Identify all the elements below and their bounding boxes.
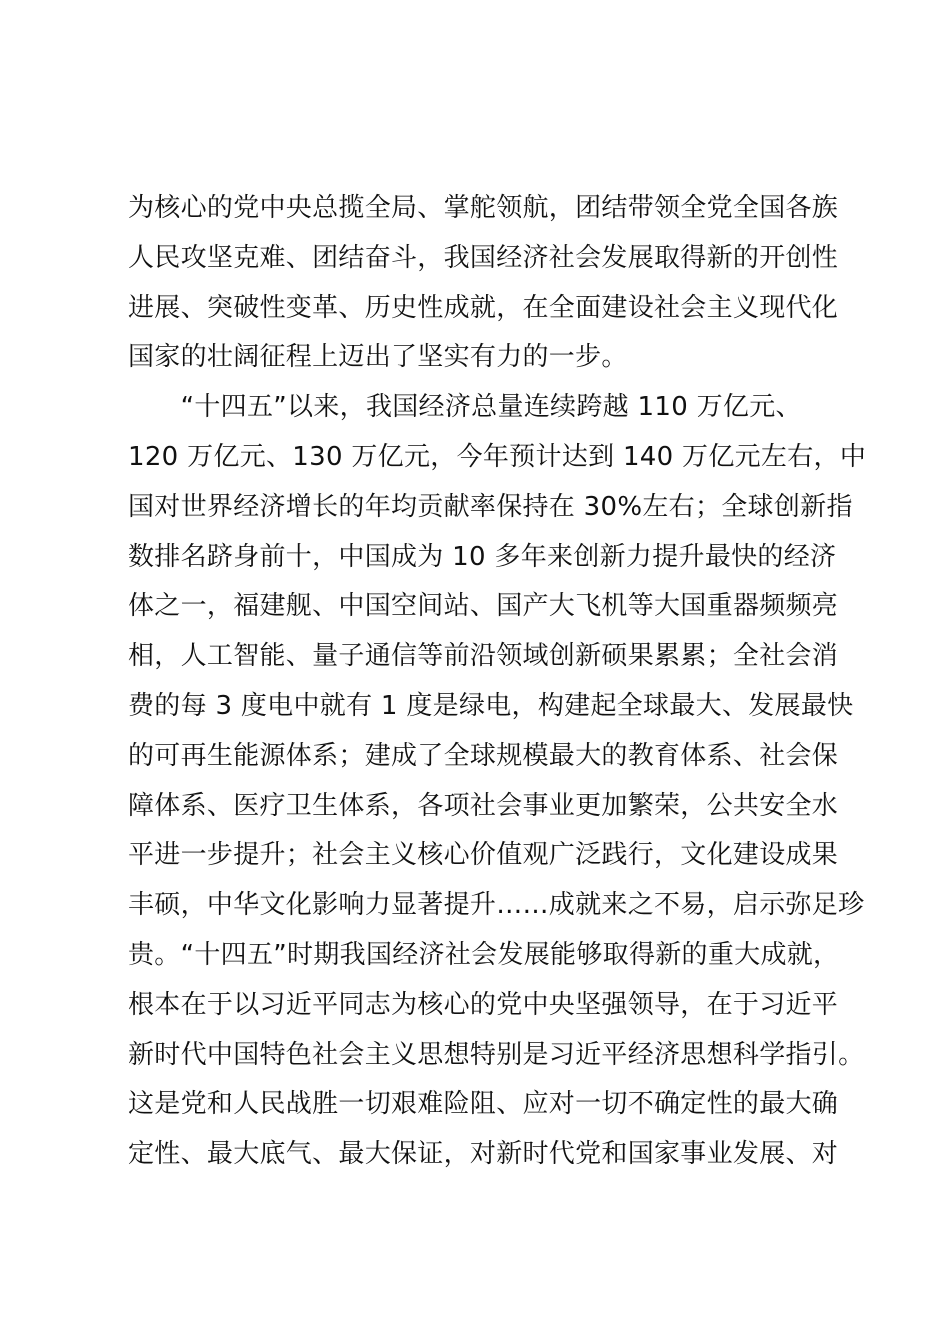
text-line: 的可再生能源体系；建成了全球规模最大的教育体系、社会保 xyxy=(128,740,839,771)
text-line: 国对世界经济增长的年均贡献率保持在 30%左右；全球创新指 xyxy=(128,491,853,522)
text-line: 根本在于以习近平同志为核心的党中央坚强领导，在于习近平 xyxy=(128,989,839,1020)
text-line: 贵。“十四五”时期我国经济社会发展能够取得新的重大成就， xyxy=(128,939,840,970)
text-line: “十四五”以来，我国经济总量连续跨越 110 万亿元、 xyxy=(128,392,802,423)
text-line: 体之一，福建舰、中国空间站、国产大飞机等大国重器频频亮 xyxy=(128,591,839,622)
text-line: 国家的壮阔征程上迈出了坚实有力的一步。 xyxy=(128,342,628,373)
text-line: 障体系、医疗卫生体系，各项社会事业更加繁荣，公共安全水 xyxy=(128,790,839,821)
text-line: 丰硕，中华文化影响力显著提升……成就来之不易，启示弥足珍 xyxy=(128,890,865,921)
text-line: 人民攻坚克难、团结奋斗，我国经济社会发展取得新的开创性 xyxy=(128,242,839,273)
text-line: 进展、突破性变革、历史性成就，在全面建设社会主义现代化 xyxy=(128,292,839,323)
text-line: 相，人工智能、量子通信等前沿领域创新硕果累累；全社会消 xyxy=(128,641,839,672)
text-line: 这是党和人民战胜一切艰难险阻、应对一切不确定性的最大确 xyxy=(128,1089,839,1120)
body-text xyxy=(128,184,867,1180)
text-line: 为核心的党中央总揽全局、掌舵领航，团结带领全党全国各族 xyxy=(128,193,839,223)
text-line: 新时代中国特色社会主义思想特别是习近平经济思想科学指引。 xyxy=(128,1039,865,1070)
text-line: 费的每 3 度电中就有 1 度是绿电，构建起全球最大、发展最快 xyxy=(128,690,854,721)
text-line: 定性、最大底气、最大保证，对新时代党和国家事业发展、对 xyxy=(128,1139,839,1170)
text-line: 平进一步提升；社会主义核心价值观广泛践行，文化建设成果 xyxy=(128,840,839,871)
text-line: 数排名跻身前十，中国成为 10 多年来创新力提升最快的经济 xyxy=(128,541,837,572)
text-line: 120 万亿元、130 万亿元，今年预计达到 140 万亿元左右，中 xyxy=(128,441,867,472)
